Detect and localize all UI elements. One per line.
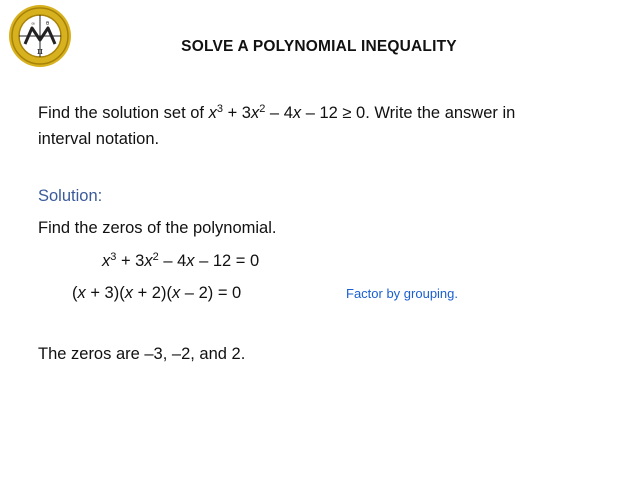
equation-polynomial (102, 251, 259, 271)
zeros-conclusion: The zeros are –3, –2, and 2. (38, 345, 246, 363)
problem-statement-line2: interval notation. (38, 130, 160, 148)
page-title: SOLVE A POLYNOMIAL INEQUALITY (181, 38, 457, 55)
solution-label: Solution: (38, 187, 103, 205)
equation-text: + 3 (116, 252, 145, 270)
equation-text: – 12 = 0 (194, 252, 260, 270)
department-seal-icon (8, 4, 72, 68)
equation-text: – 2) = 0 (180, 284, 242, 302)
variable-x: x (292, 104, 302, 122)
variable-x: x (124, 284, 133, 302)
equation-text: – 4 (158, 252, 187, 270)
svg-text:∞: ∞ (31, 21, 36, 27)
problem-statement (38, 103, 515, 123)
exponent: 3 (110, 251, 117, 263)
equation-factored (72, 283, 241, 303)
exponent: 3 (216, 103, 223, 115)
variable-x: x (77, 284, 86, 302)
equation-text: ( (72, 284, 78, 302)
problem-text: – 4 (265, 104, 293, 122)
svg-text:θ: θ (46, 21, 50, 27)
problem-text: Find the solution set of (38, 104, 209, 122)
svg-text:π: π (37, 47, 43, 57)
variable-x: x (144, 252, 153, 270)
solution-step: Find the zeros of the polynomial. (38, 219, 277, 237)
problem-text: + 3 (222, 104, 251, 122)
problem-text: – 12 ≥ 0. Write the answer in (301, 104, 516, 122)
exponent: 2 (152, 251, 159, 263)
variable-x: x (186, 252, 195, 270)
factor-note: Factor by grouping. (346, 286, 459, 301)
variable-x: x (208, 104, 217, 122)
equation-text: + 2)( (132, 284, 172, 302)
variable-x: x (171, 284, 181, 302)
variable-x: x (250, 104, 260, 122)
variable-x: x (102, 252, 111, 270)
equation-text: + 3)( (85, 284, 125, 302)
exponent: 2 (259, 103, 266, 115)
